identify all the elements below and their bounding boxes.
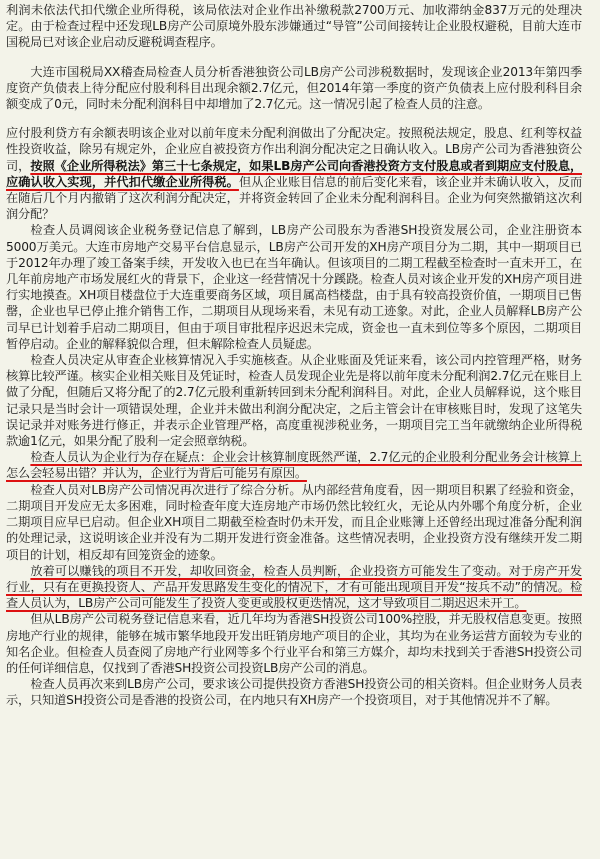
paragraph xyxy=(6,222,582,352)
paragraph-text: 检查人员再次来到LB房产公司，要求该公司提供投资方香港SH投资公司的相关资料。但企业财务人员表示，只知道SH投资公司是香港的投资公司，在内地只有XH房产一个投资项目，对于其他情况并不了解。 xyxy=(6,677,582,708)
paragraph-text: 大连市国税局XX稽查局检查人员分析香港独资公司LB房产公司涉税数据时，发现该企业2013年第四季度资产负债表上待分配应付股利科目出现余额2.7亿元，但2014年第一季度的资产负债表上应付股利科目余额变成了0元，同时未分配利润科目中却增加了2.7亿元。这一情况引起了检查人员的注意。 xyxy=(6,64,582,112)
paragraph xyxy=(6,482,582,563)
highlighted-text: 按照《企业所得税法》第三十七条规定，如果LB房产公司向香港投资方支付股息或者到期应支付股息，应确认收入实现，并代扣代缴企业所得税。 xyxy=(6,158,583,189)
paragraph xyxy=(6,611,582,676)
paragraph-text: 检查人员决定从审查企业核算情况入手实施核查。从企业账面及凭证来看，该公司内控管理严格，财务核算比较严谨。核实企业相关账目及凭证时，检查人员发现企业先是将以前年度未分配利润2.7亿元在账目上做了分配，但随后又将分配了的2.7亿元股利重新转回到未分配利润科目。对此，企业人员解释说，这个账目记录只是当时会计一项错误处理，企业并未做出利润分配决定，之后主管会计在审核账目时，发现了这笔失误记录并对账务进行修正，并表示企业管理严格，高度重视涉税业务，一期项目完工当年就缴纳企业所得税款逾1亿元，如果分配了股利一定会照章纳税。 xyxy=(6,353,582,449)
paragraph xyxy=(6,125,582,222)
paragraph-text: 应付股利贷方有余额表明该企业对以前年度未分配利润做出了分配决定。按照税法规定，股息、红利等权益性投资收益，除另有规定外，企业应自被投资方作出利润分配决定之日确认收入。LB房产公司为香港独资公司， xyxy=(6,126,582,173)
paragraph-text: 检查人员对LB房产公司情况再次进行了综合分析。从内部经营角度看，因一期项目积累了经验和资金，二期项目开发应无太多困难，同时检查年度大连房地产市场仍然比较红火，无论从内外哪个角度分析，企业二期项目应早已启动。但企业XH项目二期截至检查时仍未开发，而且企业账簿上还曾经出现过准备分配利润的处理记录，这说明该企业并没有为二期开发进行资金准备。这些情况表明，企业投资方没有继续开发二期项目的计划，相反却有回笼资金的迹象。 xyxy=(6,482,582,562)
underlined-text: 放着可以赚钱的项目不开发，却收回资金，检查人员判断，企业投资方可能发生了变动。对于房产开发行业，只有在更换投资人、产品开发思路发生变化的情况下，才有可能出现项目开发“按兵不动”的情况。检查人员认为，LB房产公司可能发生了投资人变更或股权更迭情况，这才导致项目二期迟迟未开工。 xyxy=(6,563,582,611)
paragraph xyxy=(6,563,582,612)
paragraph-text: 检查人员调阅该企业税务登记信息了解到，LB房产公司股东为香港SH投资发展公司，企业注册资本5000万美元。大连市房地产交易平台信息显示，LB房产公司开发的XH房产项目分为二期，其中一期项目已于2012年办理了竣工备案手续，开发收入也已在当年确认。但该项目的二期工程截至检查时一直未开工，在几年前房地产市场发展红火的背景下，企业这一经营情况十分蹊跷。检查人员对该企业开发的XH房产项目进行实地摸查。XH项目楼盘位于大连重要商务区域，项目属高档楼盘，由于具有较高投资价值，一期项目已售罄，企业也早已停止推介销售工作，二期项目从现场来看，未见有动工迹象。对此，企业人员解释LB房产公司早已计划着手启动二期项目，但由于项目审批程序迟迟未完成，资金也一直未到位等多个原因，二期项目暂停启动。企业的解释貌似合理，但未解除检查人员疑虑。 xyxy=(6,223,582,351)
paragraph-text: 利润未依法代扣代缴企业所得税，该局依法对企业作出补缴税款2700万元、加收滞纳金837万元的处理决定。由于检查过程中还发现LB房产公司原境外股东涉嫌通过“导管”公司间接转让企业股权避税，目前大连市国税局已对该企业启动反避税调查程序。 xyxy=(6,3,582,50)
paragraph xyxy=(6,676,582,708)
paragraph xyxy=(6,64,582,113)
paragraph xyxy=(6,352,582,449)
paragraph xyxy=(6,2,582,51)
underlined-text: 检查人员认为企业行为存在疑点：企业会计核算制度既然严谨，2.7亿元的企业股利分配业务会计核算上怎么会轻易出错？并认为，企业行为背后可能另有原因。 xyxy=(6,450,582,481)
paragraph xyxy=(6,449,582,481)
paragraph-text: 但从企业账目信息的前后变化来看，该企业并未确认收入，反而在随后几个月内撤销了这次利润分配决定，并将资金转回了企业未分配利润科目。企业为何突然撤销这次利润分配？ xyxy=(6,174,582,222)
paragraph-text: 但从LB房产公司税务登记信息来看，近几年均为香港SH投资公司100%控股，并无股权信息变更。按照房地产行业的规律，能够在城市繁华地段开发出旺销房地产项目的企业，其均为在业务运营方面较为专业的知名企业。但检查人员查阅了房地产行业网等多个行业平台和第三方媒介，却均未找到关于香港SH投资公司的任何详细信息，仅找到了香港SH投资公司投资LB房产公司的消息。 xyxy=(6,612,582,675)
